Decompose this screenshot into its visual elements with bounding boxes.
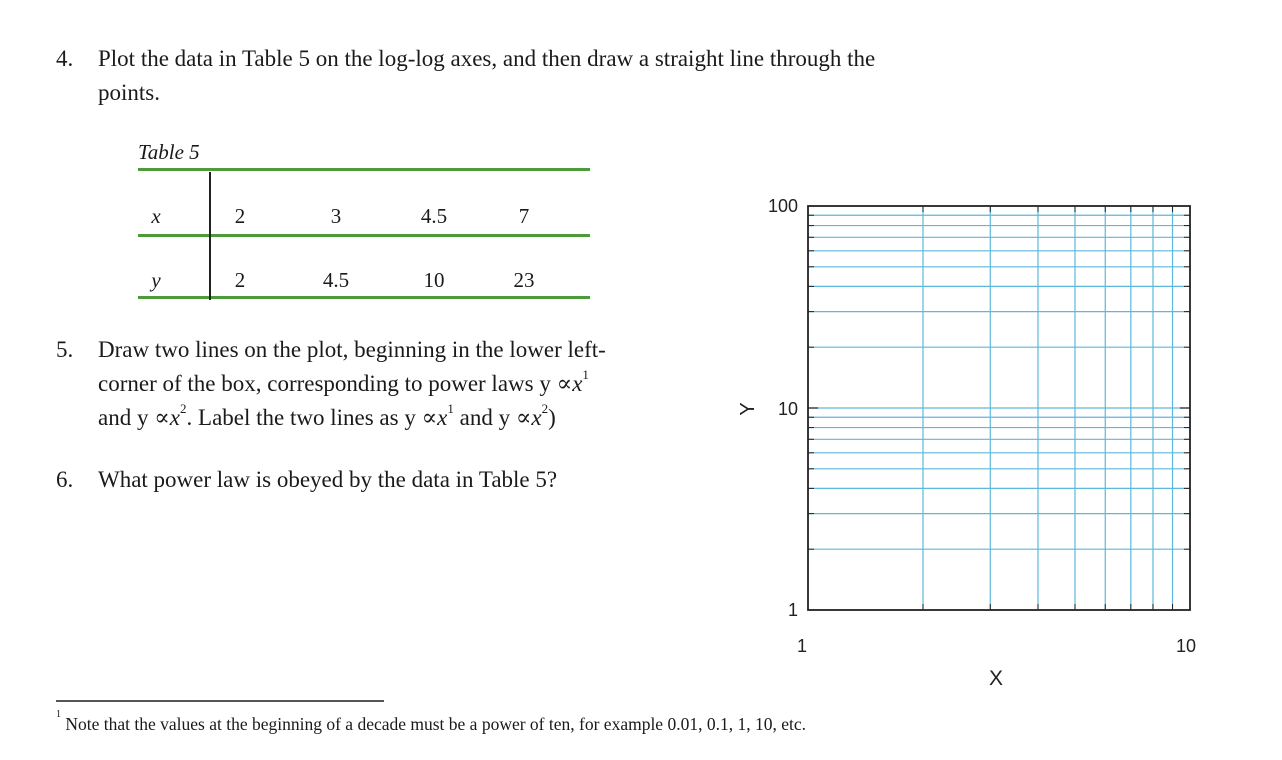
question-4-line-2: points. <box>98 80 160 105</box>
table-top-rule <box>138 168 590 171</box>
y-axis-label: Y <box>737 402 759 416</box>
proportional-symbol: ∝ <box>154 405 170 430</box>
y-tick-label-1: 1 <box>787 600 798 620</box>
x-axis-label: X <box>988 667 1004 690</box>
question-5 <box>56 333 756 443</box>
footnote <box>56 700 1156 750</box>
table-cell-y-3: 10 <box>423 268 445 292</box>
table-cell-y-1: 2 <box>234 268 246 292</box>
table-row-label-x: x <box>151 204 161 228</box>
table-5 <box>138 140 590 305</box>
question-4 <box>56 42 1156 122</box>
table-cell-y-2: 4.5 <box>322 268 350 292</box>
exponent-1: 1 <box>582 367 589 383</box>
table-middle-rule <box>138 234 590 237</box>
power-law-x: x <box>169 405 181 430</box>
table-row-label-y: y <box>151 268 161 292</box>
power-law-y: y <box>404 405 416 430</box>
exponent-1: 1 <box>447 401 454 417</box>
question-6-number: 6. <box>56 467 74 492</box>
question-6-text: What power law is obeyed by the data in Table 5? <box>98 467 558 492</box>
proportional-symbol: ∝ <box>421 405 438 430</box>
footnote-marker: 1 <box>56 709 61 721</box>
x-tick-label-1: 1 <box>796 636 808 656</box>
power-law-x: x <box>572 371 583 396</box>
question-5-line-3-b: . Label the two lines as <box>186 405 405 430</box>
power-law-y: y <box>498 405 511 430</box>
log-log-plot <box>720 180 1220 690</box>
proportional-symbol: ∝ <box>515 405 532 430</box>
exponent-2: 2 <box>541 401 549 417</box>
footnote-text-line <box>56 709 806 735</box>
question-4-line-1: Plot the data in Table 5 on the log-log axes, and then draw a straight line through the <box>98 46 876 71</box>
question-5-line-3-c: and <box>453 405 499 430</box>
question-5-line-3-a: and <box>98 405 137 430</box>
power-law-y: y <box>136 405 149 430</box>
table-cell-y-4: 23 <box>513 268 535 292</box>
y-tick-label-10: 10 <box>777 399 798 419</box>
footnote-rule <box>56 700 384 702</box>
power-law-y: y <box>539 371 551 396</box>
exponent-2: 2 <box>180 401 187 417</box>
question-5-line-2 <box>98 367 589 401</box>
table-caption: Table 5 <box>138 140 200 164</box>
footnote-text: Note that the values at the beginning of a decade must be a power of ten, for example 0.01, 0.1, 1, 10, etc. <box>65 714 806 734</box>
question-5-number: 5. <box>56 337 74 362</box>
table-cell-x-4: 7 <box>518 204 530 228</box>
table-cell-x-3: 4.5 <box>420 204 448 228</box>
proportional-symbol: ∝ <box>556 371 573 396</box>
power-law-x: x <box>437 405 448 430</box>
log-log-plot-svg <box>720 180 1220 690</box>
x-tick-label-10: 10 <box>1175 636 1197 656</box>
question-4-number: 4. <box>56 46 74 71</box>
power-law-x: x <box>531 405 542 430</box>
question-5-line-2-text: corner of the box, corresponding to power laws <box>98 371 540 396</box>
table-cell-x-2: 3 <box>330 204 342 228</box>
table-bottom-rule <box>138 296 590 299</box>
y-tick-label-100: 100 <box>767 196 798 216</box>
question-5-line-3-d: ) <box>548 405 556 430</box>
table-cell-x-1: 2 <box>234 204 246 228</box>
plot-grid <box>808 206 1190 610</box>
question-5-line-3 <box>98 401 556 435</box>
question-5-line-1: Draw two lines on the plot, beginning in the lower left- <box>98 337 606 362</box>
question-6 <box>56 463 756 503</box>
